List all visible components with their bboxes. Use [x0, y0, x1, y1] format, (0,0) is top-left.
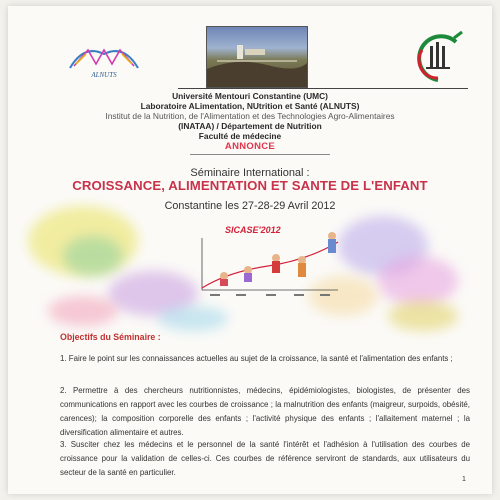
paint-splash	[48, 296, 118, 326]
announcement-rule	[190, 154, 330, 155]
announcement-label: ANNONCE	[224, 141, 276, 152]
faculty-name: Faculté de médecine	[198, 131, 282, 141]
university-emblem	[410, 28, 466, 86]
page-number: 1	[462, 476, 466, 483]
header-rule	[178, 88, 468, 89]
seminar-title: CROISSANCE, ALIMENTATION ET SANTE DE L'ENFANT	[72, 178, 428, 193]
department-name: (INATAA) / Département de Nutrition	[178, 121, 322, 131]
institute-name: Institut de la Nutrition, de l'Alimentation et des Technologies Agro-Alimentaires	[105, 111, 395, 121]
constantine-photo	[206, 26, 308, 88]
objectives-heading: Objectifs du Séminaire :	[60, 332, 161, 342]
laboratory-name: Laboratoire ALimentation, NUtrition et Santé (ALNUTS)	[140, 101, 360, 111]
paint-splash	[388, 301, 458, 331]
seminar-dates: Constantine les 27-28-29 Avril 2012	[164, 200, 336, 212]
alnuts-logo	[64, 40, 144, 80]
growth-illustration	[188, 232, 348, 312]
seminar-type: Séminaire International :	[190, 167, 310, 179]
svg-text:ALNUTS: ALNUTS	[91, 71, 117, 79]
university-name: Université Mentouri Constantine (UMC)	[172, 91, 328, 101]
objective-item: 1. Faire le point sur les connaissances actuelles au sujet de la croissance, la santé et l'alimentation des enfants ;	[60, 354, 453, 363]
objective-item: 2. Permettre à des chercheurs nutritionnistes, médecins, épidémiologistes, biologistes, de présenter des communications en rapport avec les courbes de croissance ; la malnutrition des enfants (maigreur, surpoids, obésité, carences); la composition corporelle des enfants ; l'activité physique des enfants ; l'allaitement maternel ; la diversification alimentaire et autres.	[60, 386, 470, 437]
sicase-logo-text: SICASE'2012	[225, 225, 281, 235]
paint-splash	[378, 256, 458, 306]
document-page	[8, 6, 492, 494]
objective-item: 3. Susciter chez les médecins et le personnel de la santé l'intérêt et l'adhésion à l'utilisation des courbes de croissance pour la validation de celles-ci. Ces courbes de référence serviront de standards, aux utilisateurs du secteur de la santé en particulier.	[60, 440, 470, 477]
paint-splash	[63, 236, 123, 276]
